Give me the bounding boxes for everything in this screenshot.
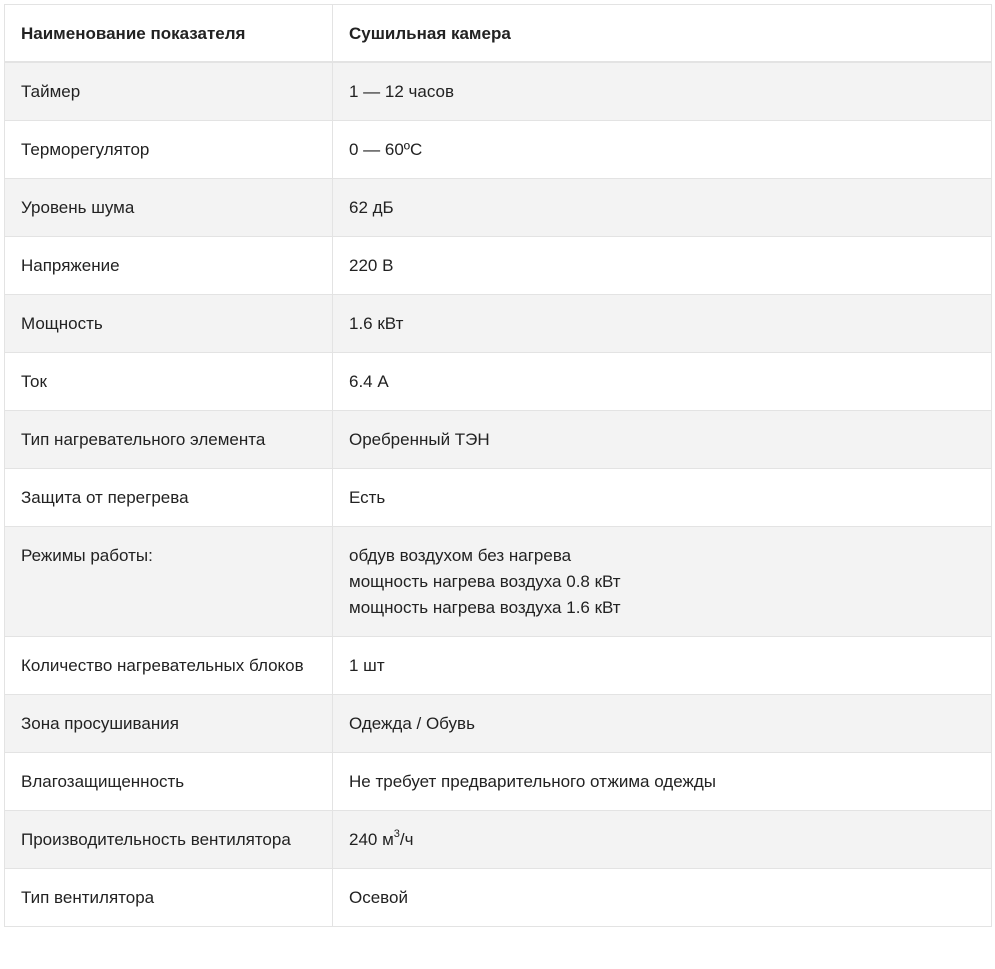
param-value: 1.6 кВт <box>333 294 992 352</box>
param-name: Зона просушивания <box>5 694 333 752</box>
param-name: Количество нагревательных блоков <box>5 636 333 694</box>
mode-line: мощность нагрева воздуха 0.8 кВт <box>349 571 621 591</box>
param-value: Не требует предварительного отжима одежды <box>333 752 992 810</box>
param-name: Уровень шума <box>5 178 333 236</box>
param-value: 220 В <box>333 236 992 294</box>
value-suffix: /ч <box>399 829 414 849</box>
table-row <box>5 120 992 178</box>
param-name: Ток <box>5 352 333 410</box>
param-name: Тип нагревательного элемента <box>5 410 333 468</box>
param-value: Одежда / Обувь <box>333 694 992 752</box>
param-value: 62 дБ <box>333 178 992 236</box>
param-name: Влагозащищенность <box>5 752 333 810</box>
header-parameter-name: Наименование показателя <box>5 5 333 62</box>
param-value <box>333 526 992 636</box>
param-name: Таймер <box>5 62 333 121</box>
param-value: Осевой <box>333 868 992 926</box>
value-base: 240 м <box>349 829 394 849</box>
param-name: Режимы работы: <box>5 526 333 636</box>
table-row <box>5 810 992 868</box>
param-value: 1 шт <box>333 636 992 694</box>
table-row <box>5 410 992 468</box>
mode-line: обдув воздухом без нагрева <box>349 545 572 565</box>
param-name: Напряжение <box>5 236 333 294</box>
table-row <box>5 526 992 636</box>
table-row <box>5 352 992 410</box>
table-row <box>5 636 992 694</box>
table-row <box>5 62 992 121</box>
mode-line: мощность нагрева воздуха 1.6 кВт <box>349 597 621 617</box>
param-name: Тип вентилятора <box>5 868 333 926</box>
table-row <box>5 694 992 752</box>
param-value: 1 — 12 часов <box>333 62 992 121</box>
table-row <box>5 468 992 526</box>
table-row <box>5 236 992 294</box>
param-value: Оребренный ТЭН <box>333 410 992 468</box>
value-superscript: 3 <box>393 827 400 840</box>
table-row <box>5 868 992 926</box>
param-value: 0 — 60ºC <box>333 120 992 178</box>
table-row <box>5 178 992 236</box>
param-name: Терморегулятор <box>5 120 333 178</box>
param-name: Защита от перегрева <box>5 468 333 526</box>
table-row <box>5 294 992 352</box>
param-value <box>333 810 992 868</box>
param-name: Мощность <box>5 294 333 352</box>
spec-table <box>4 4 992 927</box>
param-name: Производительность вентилятора <box>5 810 333 868</box>
table-row <box>5 752 992 810</box>
table-header-row <box>5 5 992 62</box>
param-value: 6.4 А <box>333 352 992 410</box>
header-drying-chamber: Сушильная камера <box>333 5 992 62</box>
param-value: Есть <box>333 468 992 526</box>
